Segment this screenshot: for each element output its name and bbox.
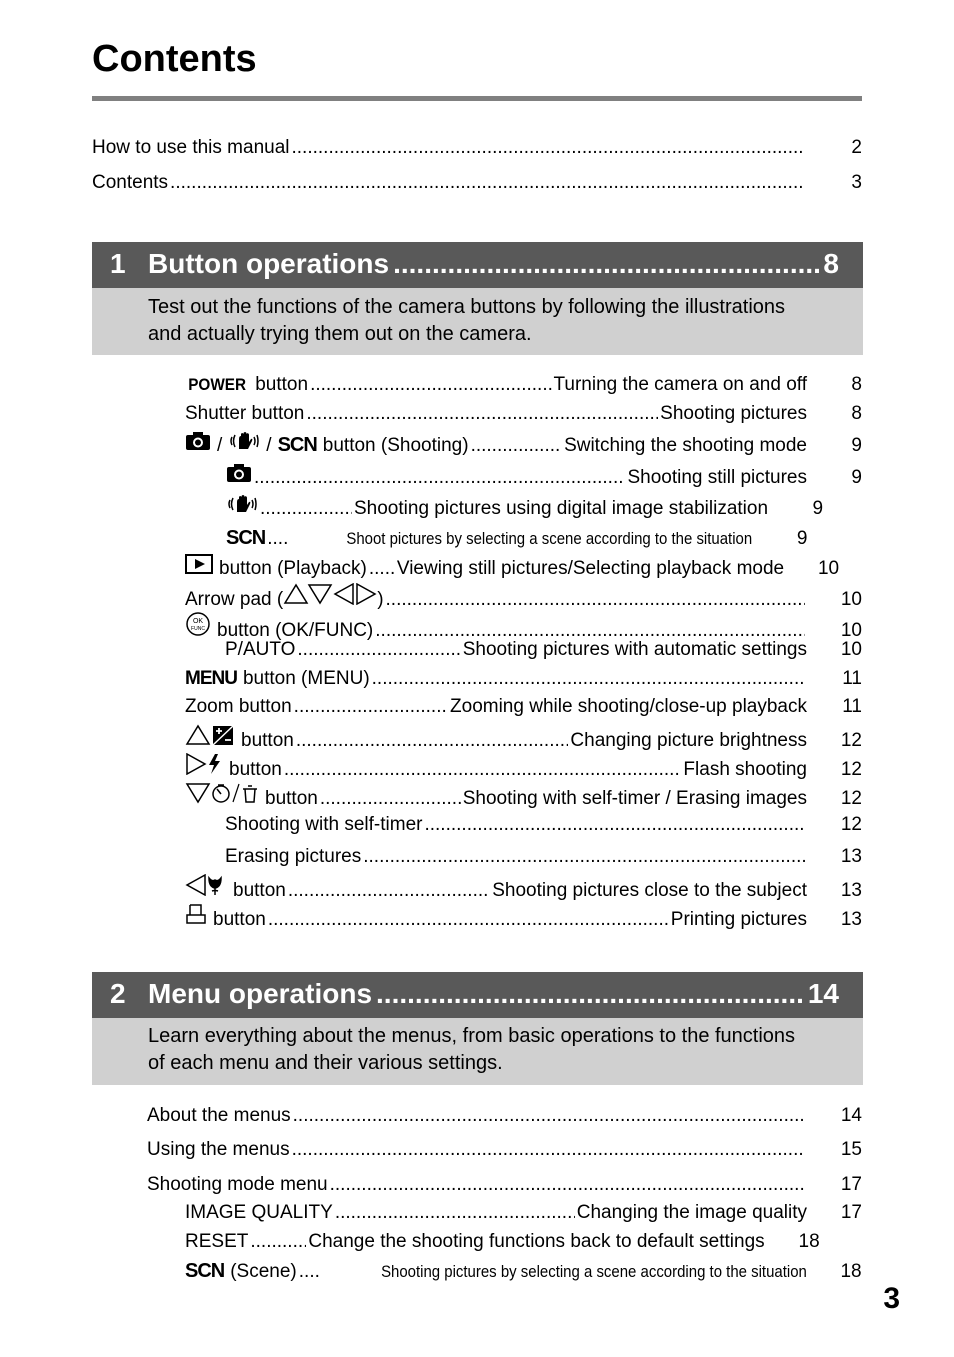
power-label: POWER xyxy=(188,375,247,394)
camera-icon xyxy=(226,463,252,483)
svg-text:OK: OK xyxy=(192,618,204,625)
toc-entry-exposure-button[interactable]: button ..... Changing picture brightness 12 xyxy=(185,724,862,748)
page-title: Contents xyxy=(92,38,257,80)
ok-func-icon xyxy=(185,612,211,636)
section-2-description: Learn everything about the menus, from basic operations to the functions of each menu and their various settings. xyxy=(92,1018,863,1085)
page-number: 3 xyxy=(883,1282,900,1315)
title-rule xyxy=(92,96,862,101)
up-exposure-icon xyxy=(185,724,235,746)
section-2-header[interactable]: 2 Menu operations ..... 14 xyxy=(92,972,863,1018)
print-icon xyxy=(185,903,207,925)
left-macro-icon xyxy=(185,874,227,896)
scn-icon: SCN xyxy=(277,434,317,456)
toc-entry-image-quality[interactable]: IMAGE QUALITY ..... Changing the image quality 17 xyxy=(185,1201,862,1225)
toc-entry-shooting-button[interactable]: / / SCN button (Shooting) ..... Switching the shooting mode 9 xyxy=(185,431,862,455)
toc-entry-arrow-pad[interactable]: Arrow pad ( ) ..... 10 xyxy=(185,583,862,607)
right-flash-icon xyxy=(185,753,223,775)
toc-entry-reset[interactable]: RESET ..... Change the shooting functions back to default settings 18 xyxy=(185,1230,862,1254)
toc-entry-scene-menu[interactable]: SCN (Scene) ..... Shooting pictures by selecting a scene according to the situation 18 xyxy=(185,1259,862,1283)
toc-entry-erasing[interactable]: Erasing pictures ..... 13 xyxy=(225,845,862,869)
toc-entry-ok-func-button[interactable]: OK FUNC button (OK/FUNC) ..... 10 xyxy=(185,612,862,636)
toc-entry-playback-button[interactable]: button (Playback) ..... Viewing still pictures/Selecting playback mode 10 xyxy=(185,554,862,578)
toc-entry-contents[interactable]: Contents ..... 3 xyxy=(92,171,862,195)
toc-entry-self-timer[interactable]: Shooting with self-timer ..... 12 xyxy=(225,813,862,837)
scn-icon: SCN xyxy=(185,1260,225,1282)
toc-entry-power-button[interactable]: POWER button ..... Turning the camera on and off 8 xyxy=(185,373,862,397)
playback-icon xyxy=(185,554,213,574)
toc-entry-scene-mode[interactable]: SCN ..... Shoot pictures by selecting a scene according to the situation 9 xyxy=(226,526,862,550)
menu-icon: MENU xyxy=(185,668,237,689)
stabilization-hand-icon xyxy=(226,494,258,514)
toc-entry-timer-erase-button[interactable]: button ..... Shooting with self-timer / Erasing images 12 xyxy=(185,782,862,806)
toc-entry-menu-button[interactable]: MENU button (MENU) ..... 11 xyxy=(185,667,862,691)
arrow-pad-icon xyxy=(283,583,377,605)
scn-icon: SCN xyxy=(226,527,266,549)
section-1-header[interactable]: 1 Button operations ..... 8 xyxy=(92,242,863,288)
toc-entry-p-auto[interactable]: P/AUTO ..... Shooting pictures with automatic settings 10 xyxy=(225,638,862,662)
toc-entry-macro-button[interactable]: button ..... Shooting pictures close to the subject 13 xyxy=(185,874,862,898)
toc-entry-zoom-button[interactable]: Zoom button ..... Zooming while shooting/close-up playback 11 xyxy=(185,695,862,719)
section-1-description: Test out the functions of the camera buttons by following the illustrations and actually trying them out on the camera. xyxy=(92,288,863,355)
stabilization-hand-icon xyxy=(228,431,260,451)
toc-entry-using-menus[interactable]: Using the menus ..... 15 xyxy=(147,1138,862,1162)
toc-entry-still-mode[interactable]: ..... Shooting still pictures 9 xyxy=(226,463,862,487)
toc-entry-shooting-mode-menu[interactable]: Shooting mode menu ..... 17 xyxy=(147,1173,862,1197)
toc-entry-how-to-use[interactable]: How to use this manual ..... 2 xyxy=(92,136,862,160)
toc-entry-stabilization-mode[interactable]: ..... Shooting pictures using digital image stabilization 9 xyxy=(226,494,862,518)
toc-entry-print-button[interactable]: button ..... Printing pictures 13 xyxy=(185,903,862,927)
down-timer-trash-icon xyxy=(185,782,259,804)
toc-entry-flash-button[interactable]: button ..... Flash shooting 12 xyxy=(185,753,862,777)
camera-icon xyxy=(185,431,211,451)
toc-entry-about-menus[interactable]: About the menus ..... 14 xyxy=(147,1104,862,1128)
svg-text:FUNC: FUNC xyxy=(191,626,205,632)
toc-entry-shutter-button[interactable]: Shutter button ..... Shooting pictures 8 xyxy=(185,402,862,426)
